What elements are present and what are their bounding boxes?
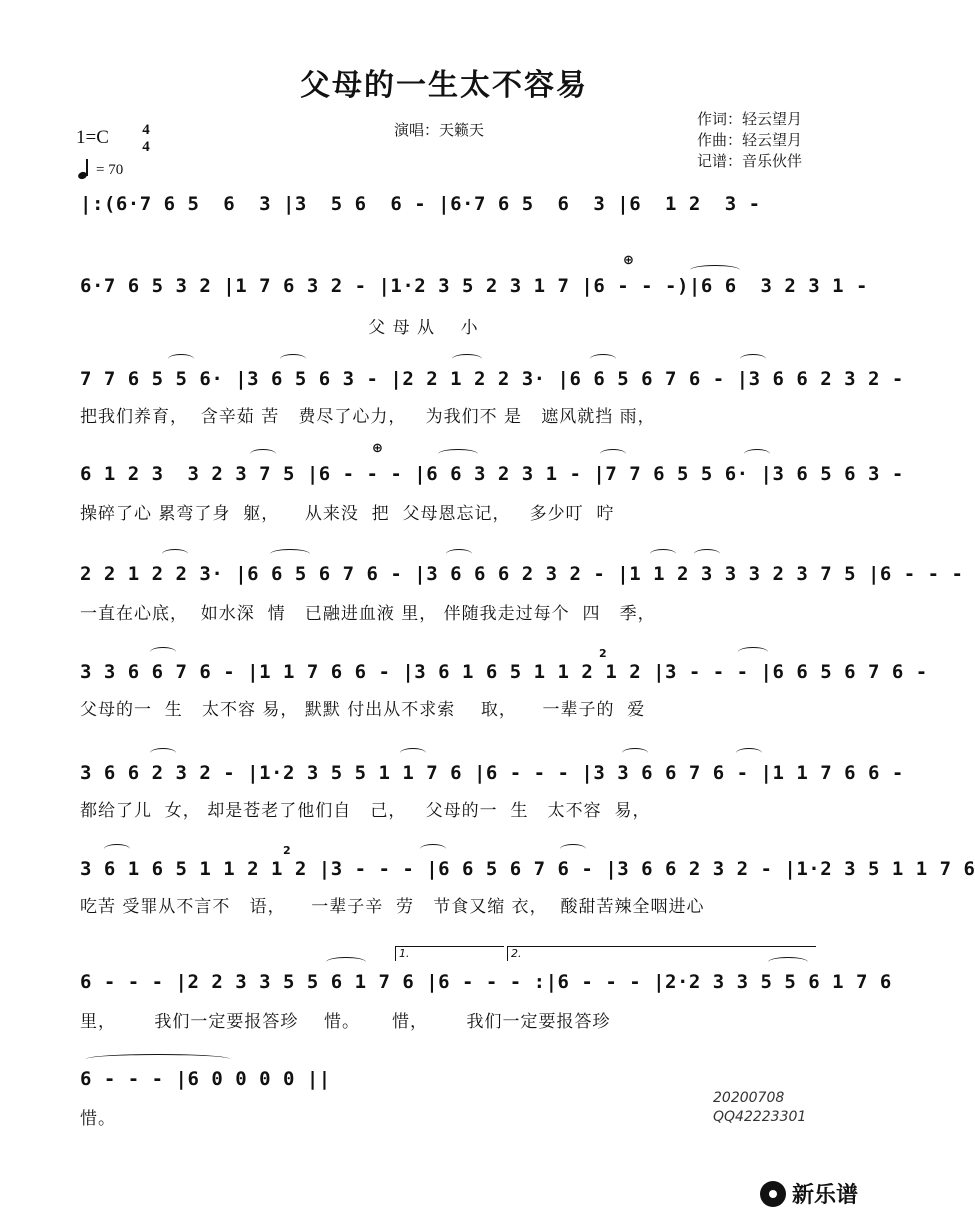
- page-title: 父母的一生太不容易: [300, 68, 588, 103]
- breath-mark: 2: [283, 844, 291, 857]
- composer-credit: 作曲：轻云望月: [697, 131, 803, 149]
- lyricist-credit: 作词：轻云望月: [697, 110, 803, 128]
- slur-mark: [150, 647, 176, 657]
- time-signature-bottom: 4: [142, 139, 150, 155]
- footer-date: 20200708: [713, 1090, 785, 1106]
- slur-mark: [420, 844, 446, 854]
- slur-mark: [744, 449, 770, 459]
- breath-mark: 2: [599, 647, 607, 660]
- coda-sign-icon: ⊕: [372, 441, 383, 456]
- slur-mark: [446, 549, 472, 559]
- lyrics-line: 里， 我们一定要报答珍 惜。 惜， 我们一定要报答珍: [80, 1012, 611, 1032]
- notation-line: 3 3 6 6 7 6 - |1 1 7 6 6 - |3 6 1 6 5 1 1 2 1 2 |3 - - - |6 6 5 6 7 6 -: [80, 661, 928, 683]
- notation-line: 6 - - - |6 0 0 0 0 ||: [80, 1068, 331, 1090]
- slur-mark: [600, 449, 626, 459]
- notation-line: 2 2 1 2 2 3· |6 6 5 6 7 6 - |3 6 6 6 2 3 2 - |1 1 2 3 3 3 2 3 7 5 |6 - - -: [80, 563, 964, 585]
- tempo-value: = 70: [96, 161, 124, 178]
- slur-mark: [740, 354, 766, 364]
- lyrics-line: 父 母 从 小: [80, 318, 479, 338]
- lyrics-line: 吃苦 受罪从不言不 语， 一辈子辛 劳 节食又缩 衣， 酸甜苦辣全咽进心: [80, 897, 705, 917]
- volta-second-ending: 2.: [507, 946, 816, 961]
- lyrics-line: 都给了儿 女， 却是苍老了他们自 己， 父母的一 生 太不容 易，: [80, 801, 651, 821]
- notation-line: 6 - - - |2 2 3 3 5 5 6 1 7 6 |6 - - - :|6 - - - |2·2 3 3 5 5 6 1 7 6: [80, 971, 892, 993]
- lyrics-line: 一直在心底， 如水深 情 已融进血液 里， 伴随我走过每个 四 季，: [80, 604, 656, 624]
- notation-line: 6·7 6 5 3 2 |1 7 6 3 2 - |1·2 3 5 2 3 1 7 |6 - - -)|6 6 3 2 3 1 -: [80, 275, 868, 297]
- slur-mark: [280, 354, 306, 364]
- tempo-marking: [78, 160, 123, 180]
- slur-mark: [162, 549, 188, 559]
- footer-qq: QQ42223301: [713, 1109, 807, 1125]
- slur-mark: [590, 354, 616, 364]
- lyrics-line: 父母的一 生 太不容 易， 默默 付出从不求索 取， 一辈子的 爱: [80, 700, 646, 720]
- notation-line: 3 6 6 2 3 2 - |1·2 3 5 5 1 1 7 6 |6 - - - |3 3 6 6 7 6 - |1 1 7 6 6 -: [80, 762, 904, 784]
- footer-info: [713, 1089, 806, 1127]
- brand-name: 新乐谱: [792, 1183, 859, 1208]
- key-signature: 1=C: [76, 127, 109, 148]
- credits-block: [697, 109, 802, 172]
- slur-mark: [438, 449, 478, 459]
- lyrics-line: 惜。: [80, 1109, 116, 1129]
- slur-mark: [326, 957, 366, 967]
- slur-mark: [104, 844, 130, 854]
- slur-mark: [452, 354, 482, 364]
- singer-credit: 演唱：天籁天: [394, 121, 485, 139]
- quarter-note-icon: [78, 160, 92, 180]
- slur-mark: [86, 1054, 230, 1064]
- slur-mark: [736, 748, 762, 758]
- notation-line: 3 6 1 6 5 1 1 2 1 2 |3 - - - |6 6 5 6 7 6 - |3 6 6 2 3 2 - |1·2 3 5 1 1 7 6: [80, 858, 975, 880]
- time-signature-top: 4: [142, 122, 150, 138]
- slur-mark: [168, 354, 194, 364]
- slur-mark: [150, 748, 176, 758]
- lyrics-line: 把我们养育， 含辛茹 苦 费尽了心力， 为我们不 是 遮风就挡 雨，: [80, 407, 656, 427]
- slur-mark: [270, 549, 310, 559]
- lyrics-line: 操碎了心 累弯了身 躯， 从来没 把 父母恩忘记， 多少叮 咛: [80, 504, 615, 524]
- slur-mark: [768, 957, 808, 967]
- transcriber-credit: 记谱：音乐伙伴: [697, 152, 803, 170]
- time-signature: [138, 122, 154, 156]
- notation-line: 7 7 6 5 5 6· |3 6 5 6 3 - |2 2 1 2 2 3· |6 6 5 6 7 6 - |3 6 6 2 3 2 -: [80, 368, 904, 390]
- slur-mark: [650, 549, 676, 559]
- notation-line: |:(6·7 6 5 6 3 |3 5 6 6 - |6·7 6 5 6 3 |6 1 2 3 -: [80, 193, 761, 215]
- brand-logo: [760, 1178, 858, 1209]
- slur-mark: [622, 748, 648, 758]
- vinyl-disc-icon: [760, 1181, 786, 1207]
- slur-mark: [738, 647, 768, 657]
- volta-first-ending: 1.: [395, 946, 504, 961]
- slur-mark: [400, 748, 426, 758]
- coda-sign-icon: ⊕: [623, 253, 634, 268]
- slur-mark: [560, 844, 586, 854]
- slur-mark: [690, 265, 740, 275]
- slur-mark: [250, 449, 276, 459]
- slur-mark: [694, 549, 720, 559]
- notation-line: 6 1 2 3 3 2 3 7 5 |6 - - - |6 6 3 2 3 1 - |7 7 6 5 5 6· |3 6 5 6 3 -: [80, 463, 904, 485]
